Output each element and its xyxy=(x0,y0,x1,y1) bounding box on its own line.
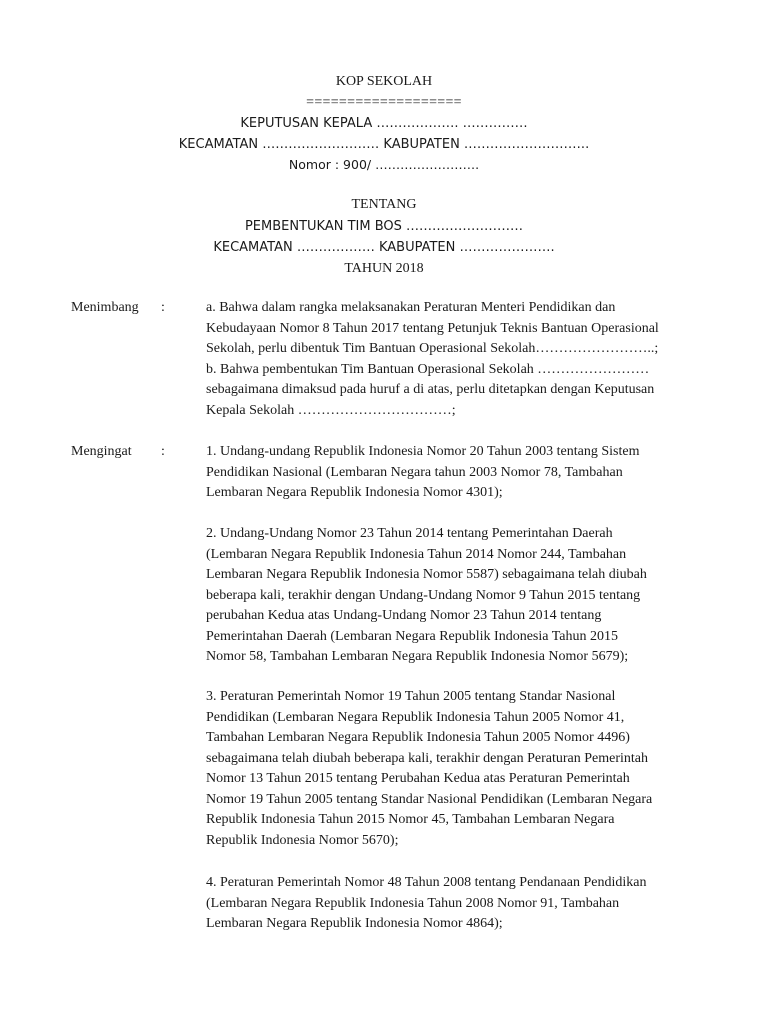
mengingat-line: Lembaran Negara Republik Indonesia Nomor 4301); xyxy=(206,485,503,500)
mengingat-line: beberapa kali, terakhir dengan Undang-Undang Nomor 9 Tahun 2015 tentang xyxy=(206,587,641,603)
mengingat-item-4 xyxy=(206,873,711,935)
header-divider: =================== xyxy=(306,95,462,110)
mengingat-line: Nomor 58, Tambahan Lembaran Negara Republik Indonesia Nomor 5679); xyxy=(206,649,629,664)
mengingat-line: Lembaran Negara Republik Indonesia Nomor 5587) sebagaimana telah diubah xyxy=(206,567,647,582)
tentang-line-2: KECAMATAN ……………… KABUPATEN …………………. xyxy=(213,240,555,255)
mengingat-line: 1. Undang-undang Republik Indonesia Nomor 20 Tahun 2003 tentang Sistem xyxy=(206,444,640,459)
menimbang-line: Sekolah, perlu dibentuk Tim Bantuan Operasional Sekolah……………………..; xyxy=(206,341,659,356)
mengingat-line: (Lembaran Negara Republik Indonesia Tahun 2014 Nomor 244, Tambahan xyxy=(206,546,627,562)
menimbang-colon: : xyxy=(161,300,165,315)
mengingat-line: Pemerintahan Daerah (Lembaran Negara Republik Indonesia Tahun 2015 xyxy=(206,628,619,644)
mengingat-item-3 xyxy=(206,687,711,851)
mengingat-line: Tambahan Lembaran Negara Republik Indonesia Tahun 2005 Nomor 4496) xyxy=(206,730,630,745)
mengingat-item-2 xyxy=(206,524,711,668)
mengingat-line: Republik Indonesia Tahun 2015 Nomor 45, Tambahan Lembaran Negara xyxy=(206,812,615,827)
mengingat-colon: : xyxy=(161,444,165,459)
kop-sekolah-title: KOP SEKOLAH xyxy=(335,74,433,89)
nomor-line: Nomor : 900/ ……………………. xyxy=(288,157,480,172)
menimbang-line: Kebudayaan Nomor 8 Tahun 2017 tentang Petunjuk Teknis Bantuan Operasional xyxy=(206,320,659,336)
menimbang-line: sebagaimana dimaksud pada huruf a di atas, perlu ditetapkan dengan Keputusan xyxy=(206,382,655,397)
tentang-title: TENTANG xyxy=(351,197,417,212)
tentang-line-1: PEMBENTUKAN TIM BOS ……………………… xyxy=(244,219,524,234)
mengingat-line: (Lembaran Negara Republik Indonesia Tahun 2008 Nomor 91, Tambahan xyxy=(206,895,620,911)
mengingat-line: Nomor 13 Tahun 2015 tentang Perubahan Kedua atas Peraturan Pemerintah xyxy=(206,771,630,786)
tahun-line: TAHUN 2018 xyxy=(344,261,424,276)
kecamatan-kabupaten-line: KECAMATAN ……………………… KABUPATEN ……………………….. xyxy=(178,137,590,152)
mengingat-line: Lembaran Negara Republik Indonesia Nomor 4864); xyxy=(206,916,503,931)
mengingat-line: 3. Peraturan Pemerintah Nomor 19 Tahun 2005 tentang Standar Nasional xyxy=(206,689,616,704)
mengingat-line: perubahan Kedua atas Undang-Undang Nomor 23 Tahun 2014 tentang xyxy=(206,608,602,623)
mengingat-line: Nomor 19 Tahun 2005 tentang Standar Nasional Pendidikan (Lembaran Negara xyxy=(206,791,653,807)
menimbang-text xyxy=(206,298,711,421)
mengingat-line: Pendidikan (Lembaran Negara Republik Indonesia Tahun 2005 Nomor 41, xyxy=(206,709,625,725)
mengingat-line: 2. Undang-Undang Nomor 23 Tahun 2014 tentang Pemerintahan Daerah xyxy=(206,526,613,541)
menimbang-line: Kepala Sekolah ……………………………; xyxy=(206,402,456,418)
mengingat-line: Pendidikan Nasional (Lembaran Negara tahun 2003 Nomor 78, Tambahan xyxy=(206,464,623,480)
menimbang-line: b. Bahwa pembentukan Tim Bantuan Operasional Sekolah …………………… xyxy=(206,361,650,377)
mengingat-line: Republik Indonesia Nomor 5670); xyxy=(206,832,399,848)
menimbang-line: a. Bahwa dalam rangka melaksanakan Peraturan Menteri Pendidikan dan xyxy=(206,300,616,315)
menimbang-label: Menimbang xyxy=(71,300,139,315)
mengingat-line: sebagaimana telah diubah beberapa kali, terakhir dengan Peraturan Pemerintah xyxy=(206,750,648,766)
mengingat-item-1 xyxy=(206,442,711,504)
keputusan-line: KEPUTUSAN KEPALA ………………. …………… xyxy=(240,116,528,131)
mengingat-line: 4. Peraturan Pemerintah Nomor 48 Tahun 2008 tentang Pendanaan Pendidikan xyxy=(206,875,647,890)
mengingat-label: Mengingat xyxy=(71,444,132,459)
